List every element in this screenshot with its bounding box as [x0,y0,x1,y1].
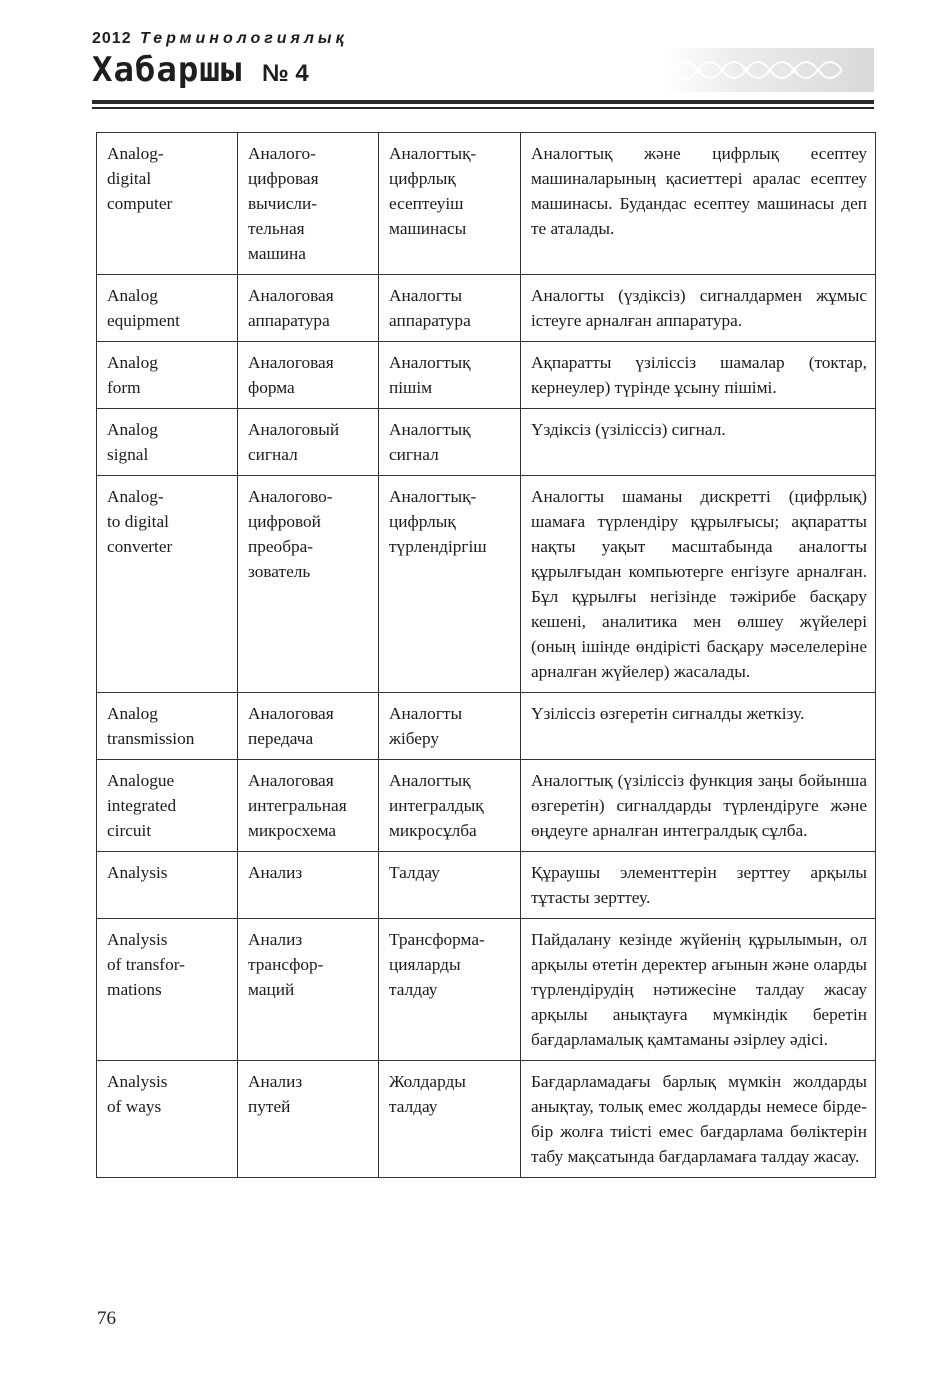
russian-term-cell: Аналогово- цифровой преобра- зователь [238,476,379,693]
terminology-table [96,132,876,1178]
english-term-cell: Analog- to digital converter [97,476,238,693]
table-row [97,409,876,476]
russian-term-cell: Аналоговый сигнал [238,409,379,476]
definition-cell: Аналогтық (үзіліссіз функция заңы бойынша өзгеретін) сигналдарды түрлендіруге және өңдеуге арналған интегралдық сұлба. [521,760,876,852]
kazakh-term-cell: Аналогтық интегралдық микросұлба [379,760,521,852]
definition-cell: Пайдалану кезінде жүйенің құрылымын, ол арқылы өтетін деректер ағынын және оларды түрлендірудің нәтижесіне талдау жасау арқылы анықтауға мүмкіндік беретін бағдарламалық қамтаманы әзірлеу әдісі. [521,919,876,1061]
definition-cell: Үздіксіз (үзіліссіз) сигнал. [521,409,876,476]
journal-title: Хабаршы [92,50,243,90]
kazakh-term-cell: Талдау [379,852,521,919]
definition-cell: Бағдарламадағы барлық мүмкін жолдарды анықтау, толық емес жолдарды немесе бірде-бір жолға тиісті емес бағдарлама бөліктерін табу мақсатында бағдарламаға талдау жасау. [521,1061,876,1178]
definition-cell: Аналогты шаманы дискретті (цифрлық) шамаға түрлендіру құрылғысы; ақпаратты нақты уақыт масштабында аналогты құрылғыдан компьютерге енгізуге арналған. Бұл құрылғы негізінде тәжірибе басқару кешені, аналитика мен өлшеу жүйелері (оның ішінде өндірісті басқару мәселелеріне арналған жүйелер) жасалады. [521,476,876,693]
kazakh-term-cell: Аналогтық сигнал [379,409,521,476]
kazakh-term-cell: Аналогты аппаратура [379,275,521,342]
definition-cell: Үзіліссіз өзгеретін сигналды жеткізу. [521,693,876,760]
journal-subtitle: Терминологиялық [140,30,348,47]
issue-number: № 4 [261,60,309,87]
definition-cell: Аналогтық және цифрлық есептеу машиналарының қасиеттері аралас есептеу машинасы. Будандас есептеу машинасы деп те аталады. [521,133,876,275]
page-number: 76 [97,1308,116,1329]
english-term-cell: Analysis [97,852,238,919]
journal-title-line [92,50,309,90]
terminology-table-body [97,133,876,1178]
english-term-cell: Analysis of transfor- mations [97,919,238,1061]
table-row [97,852,876,919]
table-row [97,919,876,1061]
russian-term-cell: Аналого- цифровая вычисли- тельная машина [238,133,379,275]
table-row [97,760,876,852]
english-term-cell: Analysis of ways [97,1061,238,1178]
russian-term-cell: Анализ [238,852,379,919]
english-term-cell: Analog signal [97,409,238,476]
definition-cell: Аналогты (үздіксіз) сигналдармен жұмыс істеуге арналған аппаратура. [521,275,876,342]
definition-cell: Құраушы элементтерін зерттеу арқылы тұтасты зерттеу. [521,852,876,919]
header-ornament-graphic [664,48,874,92]
kazakh-term-cell: Аналогтық- цифрлық есептеуіш машинасы [379,133,521,275]
kazakh-term-cell: Трансформа- цияларды талдау [379,919,521,1061]
table-row [97,342,876,409]
table-row [97,476,876,693]
english-term-cell: Analogue integrated circuit [97,760,238,852]
russian-term-cell: Аналоговая форма [238,342,379,409]
journal-subtitle-line [92,30,348,48]
table-row [97,275,876,342]
definition-cell: Ақпаратты үзіліссіз шамалар (токтар, кернеулер) түрінде ұсыну пішімі. [521,342,876,409]
russian-term-cell: Аналоговая аппаратура [238,275,379,342]
table-row [97,693,876,760]
header-rule-thin [92,107,874,109]
english-term-cell: Analog transmission [97,693,238,760]
journal-year: 2012 [92,30,132,47]
header-rule-thick [92,100,874,104]
russian-term-cell: Анализ трансфор- маций [238,919,379,1061]
table-row [97,1061,876,1178]
kazakh-term-cell: Аналогтық пішім [379,342,521,409]
english-term-cell: Analog- digital computer [97,133,238,275]
english-term-cell: Analog form [97,342,238,409]
russian-term-cell: Аналоговая передача [238,693,379,760]
english-term-cell: Analog equipment [97,275,238,342]
russian-term-cell: Аналоговая интегральная микросхема [238,760,379,852]
russian-term-cell: Анализ путей [238,1061,379,1178]
kazakh-term-cell: Жолдарды талдау [379,1061,521,1178]
kazakh-term-cell: Аналогты жіберу [379,693,521,760]
journal-header [92,30,874,110]
kazakh-term-cell: Аналогтық- цифрлық түрлендіргіш [379,476,521,693]
table-row [97,133,876,275]
